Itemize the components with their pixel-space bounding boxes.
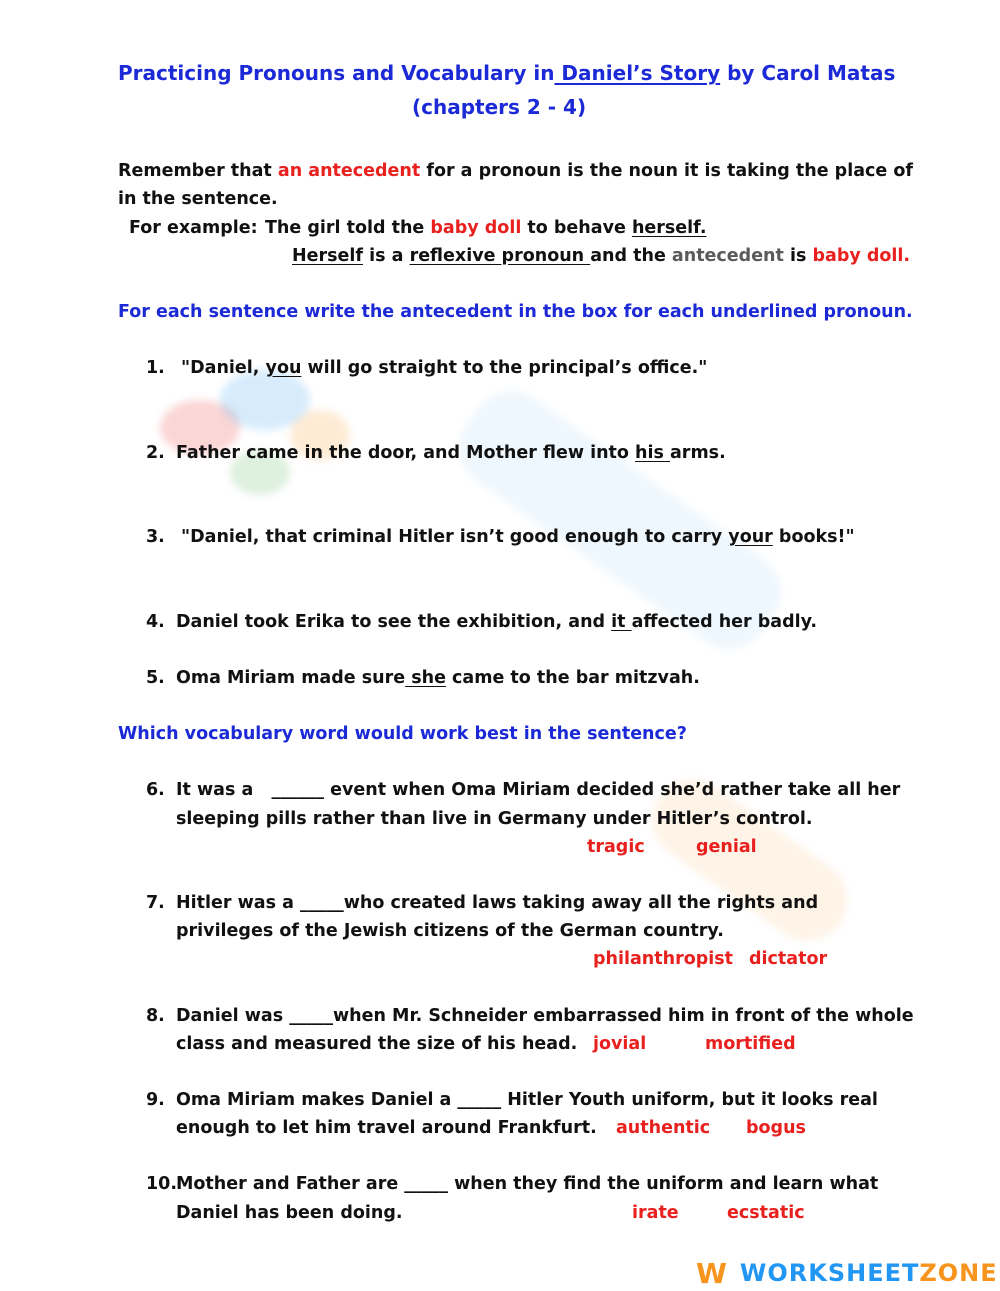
title-book-name: Daniel’s Story	[554, 61, 721, 85]
question-7-line-2: privileges of the Jewish citizens of the German country.	[176, 921, 724, 941]
question-7-number: 7.	[146, 893, 165, 913]
word-option: mortified	[705, 1034, 796, 1054]
underlined-pronoun: she	[405, 668, 446, 688]
explanation-pronoun: Herself	[292, 246, 364, 266]
question-text: "Daniel,	[181, 358, 266, 378]
word-option: philanthropist	[593, 949, 734, 969]
question-text: Oma Miriam made sure	[176, 668, 406, 688]
underlined-pronoun: his	[635, 443, 670, 463]
explanation-antecedent: baby doll.	[812, 246, 911, 266]
question-4-text	[176, 610, 817, 634]
question-3-text	[181, 525, 855, 549]
intro-text: Remember that	[118, 161, 278, 181]
explanation-text: is	[783, 246, 813, 266]
question-9-line-2: enough to let him travel around Frankfurt.	[176, 1118, 597, 1138]
example-text: to behave	[521, 218, 632, 238]
explanation-text: is a	[363, 246, 410, 266]
example-text: The girl told the	[265, 218, 431, 238]
word-option: bogus	[746, 1118, 806, 1138]
question-3	[146, 525, 165, 549]
word-option: ecstatic	[727, 1203, 805, 1223]
question-text: books!"	[772, 527, 855, 547]
instruction-vocabulary: Which vocabulary word would work best in the sentence?	[118, 724, 687, 744]
question-text: "Daniel, that criminal Hitler isn’t good enough to carry	[181, 527, 729, 547]
title-text-a: Practicing Pronouns and Vocabulary in	[118, 61, 555, 85]
question-4	[146, 610, 165, 634]
question-10-line-1: Mother and Father are _____ when they find the uniform and learn what	[176, 1174, 879, 1194]
example-label-text: For example:	[129, 218, 258, 238]
question-text: Daniel took Erika to see the exhibition, and	[176, 612, 612, 632]
question-text: came to the bar mitzvah.	[445, 668, 700, 688]
word-option: genial	[696, 837, 757, 857]
example-explanation	[292, 244, 910, 268]
word-option: irate	[632, 1203, 679, 1223]
subtitle-chapters: (chapters 2 - 4)	[412, 95, 587, 119]
question-number: 1.	[146, 358, 165, 378]
title-text-b: by Carol Matas	[720, 61, 896, 85]
question-7-line-1: Hitler was a _____who created laws taking away all the rights and	[176, 893, 819, 913]
word-option: authentic	[616, 1118, 711, 1138]
explanation-text: and the	[590, 246, 672, 266]
intro-text: for a pronoun is the noun it is taking the place of	[420, 161, 913, 181]
question-5-text	[176, 666, 700, 690]
brand-zone: ZONE	[919, 1259, 998, 1287]
example-antecedent: baby doll	[430, 218, 522, 238]
question-1-text	[181, 356, 707, 380]
explanation-term: reflexive pronoun	[409, 246, 591, 266]
word-option: dictator	[749, 949, 828, 969]
question-8-number: 8.	[146, 1006, 165, 1026]
worksheetzone-logo[interactable]	[696, 1258, 998, 1288]
word-option: tragic	[587, 837, 645, 857]
question-number: 4.	[146, 612, 165, 632]
explanation-antecedent-word: antecedent	[671, 246, 784, 266]
example-sentence	[265, 216, 706, 240]
brand-worksheet: WORKSHEET	[739, 1259, 920, 1287]
question-8-line-1: Daniel was _____when Mr. Schneider embarrassed him in front of the whole	[176, 1006, 914, 1026]
example-label	[129, 216, 258, 240]
question-text: affected her badly.	[631, 612, 818, 632]
page-title	[118, 61, 895, 85]
intro-line-2	[118, 187, 278, 211]
intro-line-1	[118, 159, 913, 183]
question-1	[146, 356, 165, 380]
question-number: 5.	[146, 668, 165, 688]
question-text: will go straight to the principal’s office."	[301, 358, 708, 378]
question-text: arms.	[670, 443, 726, 463]
question-2-text	[176, 441, 726, 465]
question-5	[146, 666, 165, 690]
question-8-line-2: class and measured the size of his head.	[176, 1034, 578, 1054]
question-6-line-2: sleeping pills rather than live in Germany under Hitler’s control.	[176, 809, 813, 829]
question-text: Father came in the door, and Mother flew into	[176, 443, 636, 463]
question-6-number: 6.	[146, 780, 165, 800]
question-9-line-1: Oma Miriam makes Daniel a _____ Hitler Youth uniform, but it looks real	[176, 1090, 878, 1110]
underlined-pronoun: you	[265, 358, 302, 378]
question-10-line-2: Daniel has been doing.	[176, 1203, 403, 1223]
question-9-number: 9.	[146, 1090, 165, 1110]
example-pronoun: herself.	[631, 218, 707, 238]
question-2	[146, 441, 165, 465]
intro-text: in the sentence.	[118, 189, 278, 209]
underlined-pronoun: it	[611, 612, 632, 632]
intro-keyword: an antecedent	[277, 161, 421, 181]
logo-w-icon: W	[696, 1256, 728, 1290]
question-number: 2.	[146, 443, 165, 463]
question-10-number: 10.	[146, 1174, 178, 1194]
underlined-pronoun: your	[728, 527, 773, 547]
question-number: 3.	[146, 527, 165, 547]
word-option: jovial	[593, 1034, 647, 1054]
instruction-pronouns: For each sentence write the antecedent in the box for each underlined pronoun.	[118, 302, 913, 322]
question-6-line-1: It was a ______ event when Oma Miriam decided she’d rather take all her	[176, 780, 901, 800]
page-subtitle	[412, 95, 586, 119]
